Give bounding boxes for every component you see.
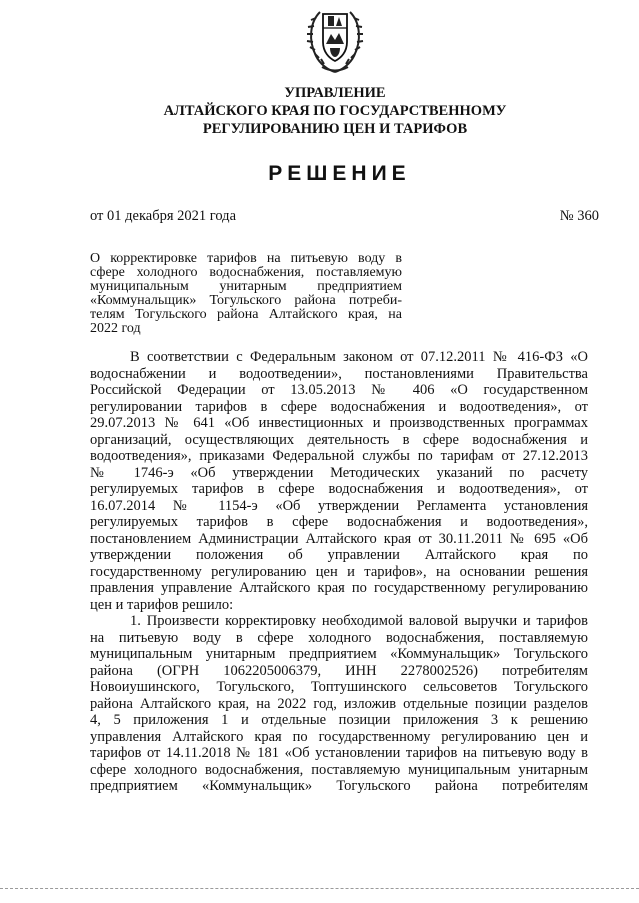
body-line: организаций, осуществляющих деятельность в сфере водоснабжения и — [90, 431, 588, 448]
subject-line: О корректировке тарифов на питьевую воду в — [90, 251, 402, 266]
body-line: района Алтайского края, на 2022 год, изложив отдельные позиции разделов — [90, 695, 588, 712]
page-bottom-divider — [0, 888, 639, 889]
body-line: № 1746-э «Об утверждении Методических указаний по расчету — [90, 464, 588, 481]
body-line: тарифов от 14.11.2018 № 181 «Об установлении тарифов на питьевую воду в — [90, 745, 588, 761]
body-line: 4, 5 приложения 1 и отдельные позиции приложения 3 к решению — [90, 712, 588, 728]
document-number: № 360 — [559, 208, 599, 224]
agency-name-line: АЛТАЙСКОГО КРАЯ ПО ГОСУДАРСТВЕННОМУ — [163, 103, 507, 119]
document-title: РЕШЕНИЕ — [268, 162, 411, 185]
body-line: цен и тарифов решило: — [90, 596, 234, 613]
body-line: В соответствии с Федеральным законом от 07.12.2011 № 416-ФЗ «О — [130, 349, 588, 365]
body-line: регулируемых тарифов в сфере водоснабжения и водоотведения», — [90, 514, 588, 530]
body-line: водоснабжении и водоотведении», постановлениями Правительства — [90, 365, 588, 382]
body-line: Новоиушинского, Тогульского, Топтушинского сельсоветов Тогульского — [90, 679, 588, 695]
subject-line: 2022 год — [90, 321, 141, 336]
subject-line: сфере холодного водоснабжения, поставляемую — [90, 265, 402, 280]
body-line: правления управление Алтайского края по государственному регулированию — [90, 580, 588, 596]
body-line: 29.07.2013 № 641 «Об инвестиционных и производственных программах — [90, 415, 588, 431]
body-line: Российской Федерации от 13.05.2013 № 406 «О государственном — [90, 382, 588, 398]
body-line: 16.07.2014 № 1154-э «Об утверждении Регламента установления — [90, 497, 588, 514]
agency-name-line: УПРАВЛЕНИЕ — [284, 85, 386, 101]
document-body — [90, 349, 588, 795]
subject-line: телям Тогульского района Алтайского края, на — [90, 307, 402, 322]
body-line: 1. Произвести корректировку необходимой валовой выручки и тарифов — [130, 613, 588, 629]
body-line: на питьевую воду в сфере холодного водоснабжения, поставляемую — [90, 629, 588, 646]
coat-of-arms-emblem — [306, 4, 364, 76]
agency-name-line: РЕГУЛИРОВАНИЮ ЦЕН И ТАРИФОВ — [202, 121, 468, 137]
body-line: регулировании тарифов в сфере водоснабжения и водоотведения», от — [90, 398, 588, 415]
body-line: муниципальным унитарным предприятием «Коммунальщик» Тогульского — [90, 646, 588, 662]
body-line: района (ОГРН 1062205006379, ИНН 2278002526) потребителям — [90, 662, 588, 679]
subject-line: муниципальным унитарным предприятием — [90, 279, 402, 294]
body-line: государственному регулированию цен и тарифов», на основании решения — [90, 563, 588, 580]
body-line: управления Алтайского края по государственному регулированию цен и — [90, 728, 588, 745]
body-line: водоотведения», приказами Федеральной службы по тарифам от 27.12.2013 — [90, 448, 588, 464]
body-line: предприятием «Коммунальщик» Тогульского района потребителям — [90, 778, 588, 794]
body-line: постановлением Администрации Алтайского края от 30.11.2011 № 695 «Об — [90, 530, 588, 547]
document-subject — [90, 252, 402, 336]
body-line: сфере холодного водоснабжения, поставляемую муниципальным унитарным — [90, 761, 588, 778]
body-line: утверждении положения об управлении Алтайского края по — [90, 547, 588, 563]
agency-name — [100, 84, 570, 138]
document-date: от 01 декабря 2021 года — [90, 208, 236, 224]
body-line: регулируемых тарифов в сфере водоснабжения и водоотведения», от — [90, 481, 588, 497]
subject-line: «Коммунальщик» Тогульского района потреби- — [90, 293, 402, 308]
